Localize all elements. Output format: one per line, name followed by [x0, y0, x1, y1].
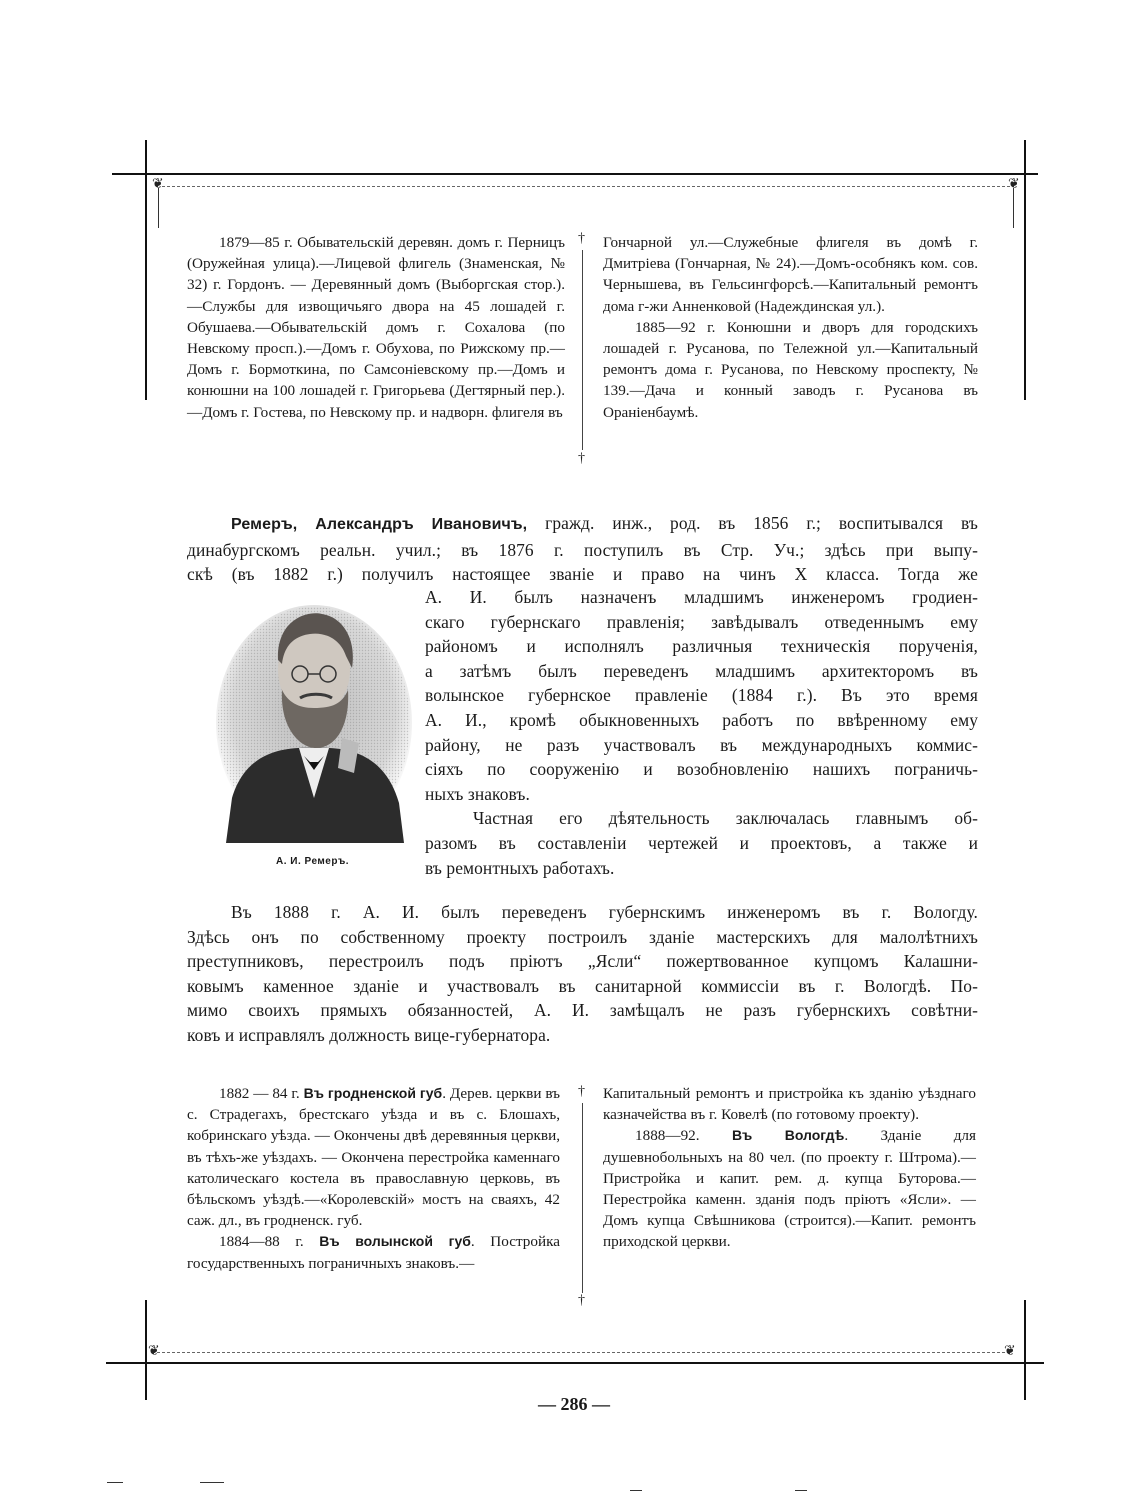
scan-artifact	[107, 1482, 123, 1483]
frame-bottom-rule	[106, 1362, 1044, 1364]
text-line: скѣ (въ 1882 г.) получилъ настоящее званіе и право на чинъ X класса. Тогда же	[187, 564, 978, 585]
section-heading: Въ гродненской губ	[303, 1085, 443, 1101]
inner-right-rule	[1013, 188, 1014, 228]
frame-top-rule	[112, 173, 1038, 175]
text-line: сіяхъ по сооруженію и возобновленію нашихъ пограничь-	[425, 759, 978, 780]
frame-right-rule	[1024, 140, 1026, 400]
top-right-column	[603, 232, 978, 423]
text-line: А. И. былъ назначенъ младшимъ инженеромъ гродиен-	[425, 587, 978, 607]
person-name: Ремеръ, Александръ Ивановичъ,	[231, 516, 528, 533]
bottom-right-column	[603, 1083, 976, 1253]
paragraph: Гончарной ул.—Служебные флигеля въ домѣ г. Дмитріева (Гончарная, № 24).—Домъ-особнякъ ком. сов. Чернышева, въ Гельсингфорсѣ.—Капитальный ремонтъ дома г-жи Анненковой (Надеждинская ул.).	[603, 234, 978, 315]
section-heading: Въ волынской губ	[319, 1233, 471, 1250]
text-line: Ремеръ, Александръ Ивановичъ, гражд. инж., род. въ 1856 г.; воспитывался въ	[231, 513, 978, 533]
section-heading: Въ Вологдѣ	[731, 1127, 845, 1144]
text-line: Въ 1888 г. А. И. былъ переведенъ губернскимъ инженеромъ въ г. Вологду.	[231, 902, 978, 922]
text-line: Частная его дѣятельность заключалась главнымъ об-	[473, 808, 978, 829]
portrait-image	[214, 598, 414, 843]
page-number: — 286 —	[538, 1394, 610, 1414]
works-kovel: Капитальный ремонтъ и пристройка къ зданію уѣзднаго казначейства въ г. Ковелѣ (по готовому проекту).	[603, 1085, 976, 1124]
works-volyn: 1884—88 г. Въ волынской губ. Постройка государственныхъ пограничныхъ знаковъ.—	[187, 1233, 561, 1272]
scan-artifact	[630, 1490, 642, 1491]
text-line: волынское губернское правленіе (1884 г.). Въ это время	[425, 685, 978, 706]
text-line: мимо своихъ прямыхъ обязанностей, А. И. замѣщалъ не разъ губернскихъ совѣтни-	[187, 1000, 978, 1021]
text-line: Здѣсь онъ по собственному проекту построилъ зданіе мастерскихъ для малолѣтнихъ	[187, 926, 978, 947]
text-line: а затѣмъ былъ переведенъ младшимъ архитекторомъ въ	[425, 660, 978, 681]
text-line: динабургскомъ реальн. учил.; въ 1876 г. поступилъ въ Стр. Уч.; здѣсь при выпу-	[187, 539, 978, 560]
paragraph: 1879—85 г. Обывательскій деревян. домъ г. Перницъ (Оружейная улица).—Лицевой флигель (Знаменская, № 32) г. Гордонъ. — Деревянный домъ (Выборгская стор.).—Службы для извощичьяго двора на 45 лошадей г. Обушаева.—Обывательскій домъ г. Сохалова (по Невскому просп.).—Домъ г. Обухова, по Рижскому пр.—Домъ г. Бормоткина, по Самсоніевскому пр.—Домъ и конюшни на 100 лошадей г. Григорьева (Дегтярный пер.).—Домъ г. Гостева, по Невскому пр. и надворн. флигеля въ	[187, 234, 565, 421]
biography-continuation	[187, 900, 978, 1048]
text-line: разомъ въ составленіи чертежей и проектовъ, а также и	[425, 832, 978, 853]
scan-artifact	[795, 1490, 807, 1491]
corner-ornament-icon: ❦	[1004, 1344, 1016, 1359]
column-separator-icon: †	[578, 1293, 585, 1308]
text-line: ковъ и исправлялъ должность вице-губернатора.	[187, 1024, 551, 1045]
text-line: въ ремонтныхъ работахъ.	[425, 857, 615, 878]
text-line: райономъ и исполнялъ различныя техническія порученія,	[425, 636, 978, 657]
text-line: ныхъ знаковъ.	[425, 783, 530, 804]
works-grodno: 1882 — 84 г. Въ гродненской губ. Дерев. церкви въ с. Страдегахъ, брестскаго уѣзда и въ с. Блошахъ, кобринскаго уѣзда. — Окончены двѣ деревянныя церкви, въ тѣхъ-же уѣздахъ. — Окончена перестройка каменнаго католическаго костела въ православную церковь, въ бѣльскомъ уѣздѣ.—«Королевскій» мостъ на сваяхъ, 42 саж. дл., въ гродненск. губ.	[187, 1085, 561, 1230]
corner-ornament-icon: ❦	[1008, 177, 1020, 192]
corner-ornament-icon: ❦	[148, 1344, 160, 1359]
text-line: району, не разъ участвовалъ въ международныхъ коммис-	[425, 734, 978, 755]
text-line: скаго губернскаго правленія; завѣдывалъ отведеннымъ ему	[425, 611, 978, 632]
paragraph: 1885—92 г. Конюшни и дворъ для городскихъ лошадей г. Русанова, по Тележной ул.—Капитальный ремонтъ дома г. Русанова, по Невскому проспекту, № 139.—Дача и конный заводъ г. Русанова въ Ораніенбаумѣ.	[603, 318, 978, 421]
text-line: преступниковъ, перестроилъ подъ пріютъ „Ясли“ пожертвованное купцомъ Калашни-	[187, 951, 978, 972]
corner-ornament-icon: ❦	[152, 177, 164, 192]
text-line: ковымъ каменное зданіе и участвовалъ въ санитарной коммиссіи въ г. Вологдѣ. По-	[187, 975, 978, 996]
frame-right-rule-lower	[1024, 1300, 1026, 1400]
frame-left-rule	[145, 140, 147, 400]
inner-left-rule	[158, 188, 159, 228]
bottom-left-column	[187, 1083, 560, 1274]
inner-bottom-dashed-rule	[152, 1352, 1010, 1353]
column-separator-icon: †	[578, 451, 585, 466]
column-separator-line	[582, 250, 583, 450]
top-left-column	[187, 232, 565, 423]
works-vologda: 1888—92. Въ Вологдѣ. Зданіе для душевнобольныхъ на 80 чел. (по проекту г. Штрома).—Пристройка и капит. рем. д. купца Буторова.—Перестройка каменн. зданія подъ пріютъ «Ясли». — Домъ купца Свѣшникова (строится).—Капит. ремонтъ приходской церкви.	[603, 1127, 976, 1251]
portrait-caption: А. И. Ремеръ.	[276, 856, 350, 867]
column-separator-icon: †	[578, 231, 585, 246]
text-line: А. И., кромѣ обыкновенныхъ работъ по ввѣренному ему	[425, 709, 978, 730]
inner-top-dashed-rule	[162, 186, 1010, 187]
column-separator-icon: †	[578, 1084, 585, 1099]
frame-left-rule-lower	[145, 1300, 147, 1400]
biography-intro	[187, 511, 978, 587]
biography-beside-portrait	[425, 585, 978, 880]
scan-artifact	[200, 1482, 224, 1483]
column-separator-line	[582, 1103, 583, 1293]
